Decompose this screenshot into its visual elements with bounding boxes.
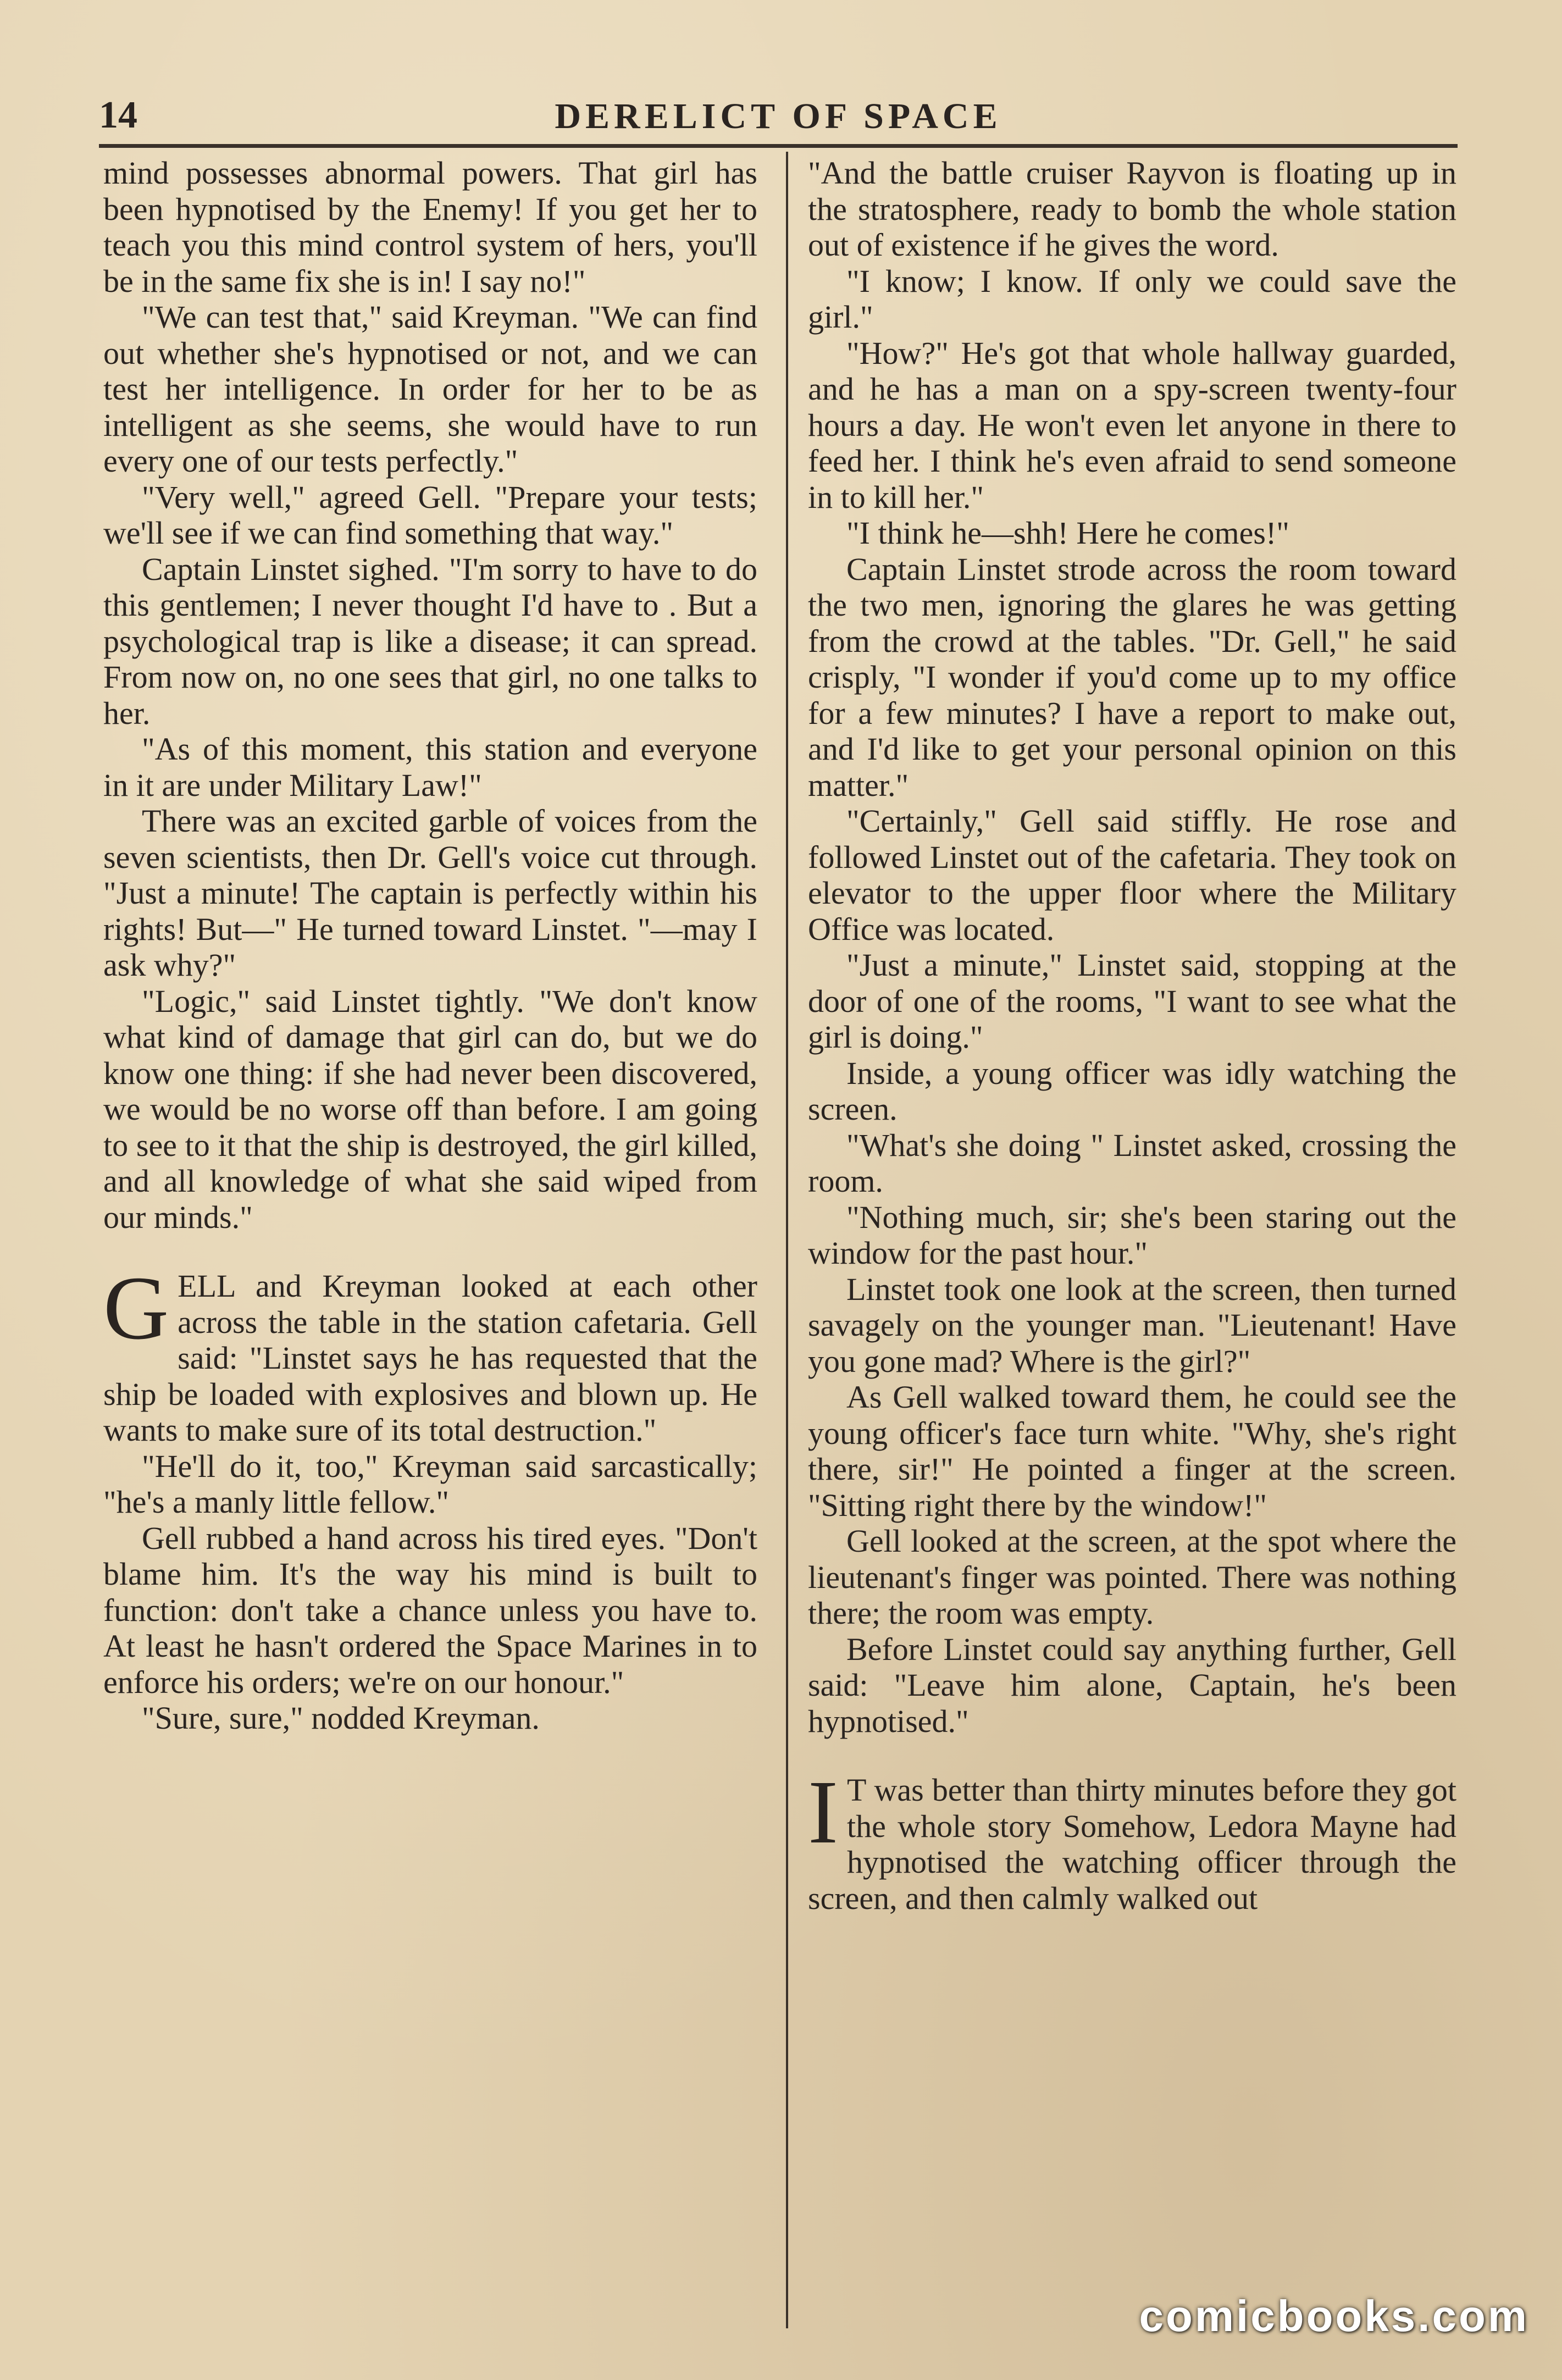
paragraph: "Nothing much, sir; she's been staring out the window for the past hour." <box>808 1199 1456 1271</box>
paragraph: As Gell walked toward them, he could see the young officer's face turn white. "Why, she's right there, sir!" He pointed a finger at the screen. "Sitting right there by the window!" <box>808 1379 1456 1523</box>
paragraph: "Logic," said Linstet tightly. "We don't know what kind of damage that girl can do, but we do know one thing: if she had never been discovered, we would be no worse off than before. I am going to see to it that the ship is destroyed, the girl killed, and all knowledge of what she said wiped from our minds." <box>103 983 757 1235</box>
running-title: DERELICT OF SPACE <box>555 96 1002 136</box>
paragraph-text: ELL and Kreyman looked at each other across the table in the station cafetaria. Gell said: "Linstet says he has requested that the ship be loaded with explosives and blown up. He wants to make sure of its total destruction." <box>103 1268 757 1448</box>
page-header <box>99 82 1458 137</box>
paragraph: "Sure, sure," nodded Kreyman. <box>142 1700 540 1736</box>
paragraph: "Just a minute," Linstet said, stopping at the door of one of the rooms, "I want to see what the girl is doing." <box>808 947 1456 1055</box>
paragraph: Captain Linstet sighed. "I'm sorry to have to do this gentlemen; I never thought I'd have to . But a psychological trap is like a disease; it can spread. From now on, no one sees that girl, no one talks to her. <box>103 551 757 731</box>
column-divider <box>786 152 788 2328</box>
paragraph: "Certainly," Gell said stiffly. He rose and followed Linstet out of the cafetaria. They took on elevator to the upper floor where the Military Office was located. <box>808 803 1456 947</box>
section-paragraph <box>808 1762 1456 1916</box>
paragraph: Before Linstet could say anything further, Gell said: "Leave him alone, Captain, he's been hypnotised." <box>808 1631 1456 1739</box>
paragraph: "Very well," agreed Gell. "Prepare your tests; we'll see if we can find something that way." <box>103 479 757 551</box>
paragraph: "He'll do it, too," Kreyman said sarcastically; "he's a manly little fellow." <box>103 1448 757 1520</box>
paragraph: Captain Linstet strode across the room toward the two men, ignoring the glares he was getting from the crowd at the tables. "Dr. Gell," he said crisply, "I wonder if you'd come up to my office for a few minutes? I have a report to make out, and I'd like to get your personal opinion on this matter." <box>808 551 1456 803</box>
paragraph: mind possesses abnormal powers. That girl has been hypnotised by the Enemy! If you get her to teach you this mind control system of hers, you'll be in the same fix she is in! I say no!" <box>103 155 757 299</box>
page-number: 14 <box>99 94 137 136</box>
paragraph: "I think he—shh! Here he comes!" <box>846 515 1289 551</box>
drop-cap: I <box>808 1762 838 1862</box>
paragraph: "How?" He's got that whole hallway guarded, and he has a man on a spy-screen twenty-four hours a day. He won't even let anyone in there to feed her. I think he's even afraid to send someone in to kill her." <box>808 335 1456 515</box>
paragraph: Linstet took one look at the screen, then turned savagely on the younger man. "Lieutenant! Have you gone mad? Where is the girl?" <box>808 1271 1456 1379</box>
paragraph: "And the battle cruiser Rayvon is floating up in the stratosphere, ready to bomb the whole station out of existence if he gives the word. <box>808 155 1456 263</box>
paragraph: "As of this moment, this station and everyone in it are under Military Law!" <box>103 731 757 803</box>
paragraph: There was an excited garble of voices from the seven scientists, then Dr. Gell's voice cut through. "Just a minute! The captain is perfectly within his rights! But—" He turned toward Linstet. "—may I ask why?" <box>103 803 757 983</box>
header-rule <box>99 144 1458 148</box>
section-paragraph <box>103 1258 757 1448</box>
left-column <box>103 155 757 2310</box>
watermark: comicbooks.com <box>1139 2292 1529 2340</box>
paragraph-text: T was better than thirty minutes before they got the whole story Somehow, Ledora Mayne had hypnotised the watching officer through the screen, and then calmly walked out <box>808 1772 1456 1916</box>
paragraph: Inside, a young officer was idly watching the screen. <box>808 1055 1456 1127</box>
paragraph: Gell rubbed a hand across his tired eyes. "Don't blame him. It's the way his mind is built to function: don't take a chance unless you have to. At least he hasn't ordered the Space Marines in to enforce his orders; we're on our honour." <box>103 1520 757 1700</box>
paragraph: Gell looked at the screen, at the spot where the lieutenant's finger was pointed. There was nothing there; the room was empty. <box>808 1523 1456 1631</box>
paragraph: "I know; I know. If only we could save the girl." <box>808 263 1456 335</box>
paragraph: "We can test that," said Kreyman. "We can find out whether she's hypnotised or not, and we can test her intelligence. In order for her to be as intelligent as she seems, she would have to run every one of our tests perfectly." <box>103 299 757 479</box>
drop-cap: G <box>103 1258 169 1358</box>
paragraph: "What's she doing " Linstet asked, crossing the room. <box>808 1127 1456 1199</box>
right-column <box>808 155 1456 2310</box>
